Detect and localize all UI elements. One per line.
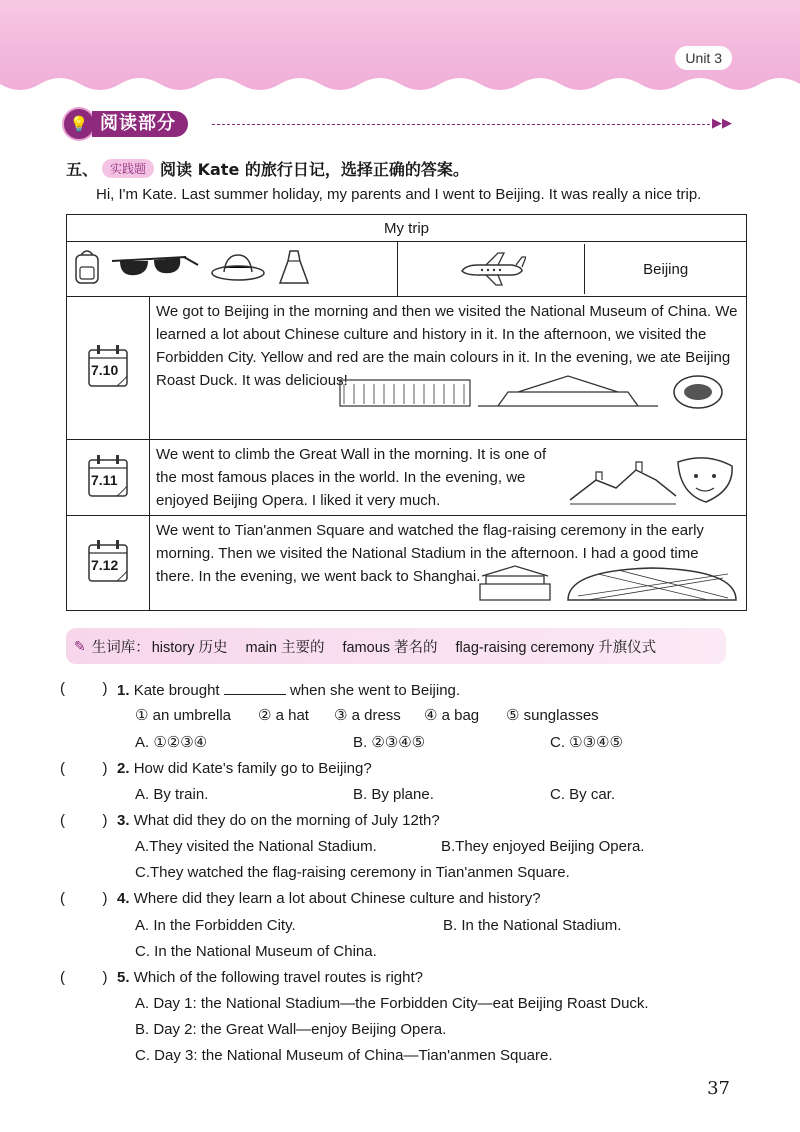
section-divider — [212, 124, 710, 125]
vocab-label: 生词库： — [91, 639, 150, 656]
header-banner — [0, 0, 800, 92]
item-option: ⑤ sunglasses — [506, 707, 599, 724]
answer-bracket[interactable]: ( ) — [60, 890, 108, 907]
calendar-icon — [86, 454, 130, 498]
answer-option-a[interactable]: A.They visited the National Stadium. — [135, 838, 377, 855]
question-text: What did they do on the morning of July 12th? — [133, 812, 440, 829]
question-text: Where did they learn a lot about Chinese culture and history? — [133, 890, 541, 907]
practice-tag: 实践题 — [102, 159, 154, 178]
intro-text: Hi, I'm Kate. Last summer holiday, my parents and I went to Beijing. It was really a nice trip. — [96, 186, 702, 203]
answer-option-c[interactable]: C.They watched the flag-raising ceremony in Tian'anmen Square. — [135, 864, 570, 881]
diary-entry — [150, 440, 747, 516]
destination: Beijing — [643, 260, 689, 278]
question-text: when she went to Beijing. — [289, 682, 461, 699]
double-arrow-icon: ▶▶ — [712, 115, 732, 130]
entry-date: 7.12 — [91, 557, 119, 573]
fill-blank[interactable] — [224, 680, 286, 695]
date-cell — [67, 516, 150, 611]
transport-destination-cell — [398, 242, 747, 297]
question-text: Which of the following travel routes is right? — [133, 969, 423, 986]
date-cell — [67, 297, 150, 440]
museum-forbidden-city-duck-illustration — [338, 370, 728, 412]
entry-text: We went to climb the Great Wall in the morning. It is one of the most famous places in the world. In the evening, we enjoyed Beijing Opera. I liked it very much. — [156, 446, 547, 509]
section-title: 阅读部分 — [92, 111, 188, 137]
question-number: 3. — [117, 812, 130, 829]
answer-option-a[interactable]: A. By train. — [135, 786, 209, 803]
question-text: How did Kate's family go to Beijing? — [133, 760, 372, 777]
question-3 — [117, 812, 440, 829]
question-number: 五、 — [66, 160, 99, 179]
question-number: 4. — [117, 890, 130, 907]
question-text: Kate brought — [133, 682, 220, 699]
book-icon: ✎ — [74, 637, 86, 654]
answer-option-a[interactable]: A. ①②③④ — [135, 734, 208, 751]
answer-option-b[interactable]: B. By plane. — [353, 786, 434, 803]
sunglasses-icon — [112, 257, 198, 275]
item-option: ④ a bag — [424, 707, 480, 724]
date-cell — [67, 440, 150, 516]
answer-option-b[interactable]: B.They enjoyed Beijing Opera. — [441, 838, 645, 855]
vocab-item: famous 著名的 — [342, 639, 438, 656]
entry-date: 7.10 — [91, 362, 119, 378]
answer-option-c[interactable]: C. ①③④⑤ — [550, 734, 623, 751]
answer-option-a[interactable]: A. Day 1: the National Stadium—the Forbidden City—eat Beijing Roast Duck. — [135, 995, 649, 1012]
great-wall-opera-illustration — [566, 450, 736, 506]
vocabulary-bar — [66, 628, 726, 664]
answer-option-a[interactable]: A. In the Forbidden City. — [135, 917, 296, 934]
question-1 — [117, 680, 460, 699]
calendar-icon — [86, 344, 130, 388]
lightbulb-icon: 💡 — [62, 107, 96, 141]
backpack-icon — [76, 251, 98, 283]
trip-table — [66, 214, 747, 611]
answer-bracket[interactable]: ( ) — [60, 680, 108, 697]
diary-entry — [150, 516, 747, 611]
question-2 — [117, 760, 372, 777]
question-number: 2. — [117, 760, 130, 777]
question-5 — [117, 969, 423, 986]
vocab-item: flag-raising ceremony 升旗仪式 — [455, 639, 657, 656]
entry-text: We got to Beijing in the morning and then we visited the National Museum of China. We learned a lot about Chinese culture and history in it. In the afternoon, we visited the Forbidden City. Yellow and red are the main colours in it. In the evening, we ate Beijing Roast Duck. It was delicious! — [156, 303, 738, 389]
answer-option-b[interactable]: B. ②③④⑤ — [353, 734, 426, 751]
vocab-item: main 主要的 — [245, 639, 325, 656]
luggage-items-illustration — [68, 243, 314, 291]
unit-label: Unit 3 — [675, 46, 732, 70]
tiananmen-stadium-illustration — [478, 560, 738, 604]
banner-wave — [0, 78, 800, 98]
answer-bracket[interactable]: ( ) — [60, 760, 108, 777]
plane-cell — [398, 244, 585, 294]
answer-option-c[interactable]: C. By car. — [550, 786, 616, 803]
table-title: My trip — [67, 215, 747, 242]
page-number: 37 — [707, 1078, 730, 1099]
item-option: ① an umbrella — [135, 707, 231, 724]
question-title — [66, 157, 469, 180]
answer-option-c[interactable]: C. Day 3: the National Museum of China—Tian'anmen Square. — [135, 1047, 553, 1064]
item-option: ③ a dress — [334, 707, 401, 724]
dress-icon — [280, 251, 308, 283]
entry-text: We went to Tian'anmen Square and watched the flag-raising ceremony in the early morning. Then we visited the National Stadium in the afternoon. I had a good time there. In the evening, we went back to Shanghai. — [156, 522, 704, 585]
section-header — [62, 108, 188, 140]
question-number: 1. — [117, 682, 130, 699]
diary-entry — [150, 297, 747, 440]
vocab-item: history 历史 — [151, 639, 228, 656]
airplane-icon — [456, 251, 526, 287]
question-instruction: 阅读 Kate 的旅行日记，选择正确的答案。 — [160, 160, 469, 179]
answer-option-c[interactable]: C. In the National Museum of China. — [135, 943, 377, 960]
question-4 — [117, 890, 541, 907]
calendar-icon — [86, 539, 130, 583]
answer-bracket[interactable]: ( ) — [60, 812, 108, 829]
answer-option-b[interactable]: B. In the National Stadium. — [443, 917, 622, 934]
hat-icon — [212, 255, 264, 280]
items-cell — [67, 242, 398, 297]
answer-bracket[interactable]: ( ) — [60, 969, 108, 986]
answer-option-b[interactable]: B. Day 2: the Great Wall—enjoy Beijing Opera. — [135, 1021, 447, 1038]
question-number: 5. — [117, 969, 130, 986]
entry-date: 7.11 — [91, 471, 118, 488]
item-option: ② a hat — [258, 707, 309, 724]
